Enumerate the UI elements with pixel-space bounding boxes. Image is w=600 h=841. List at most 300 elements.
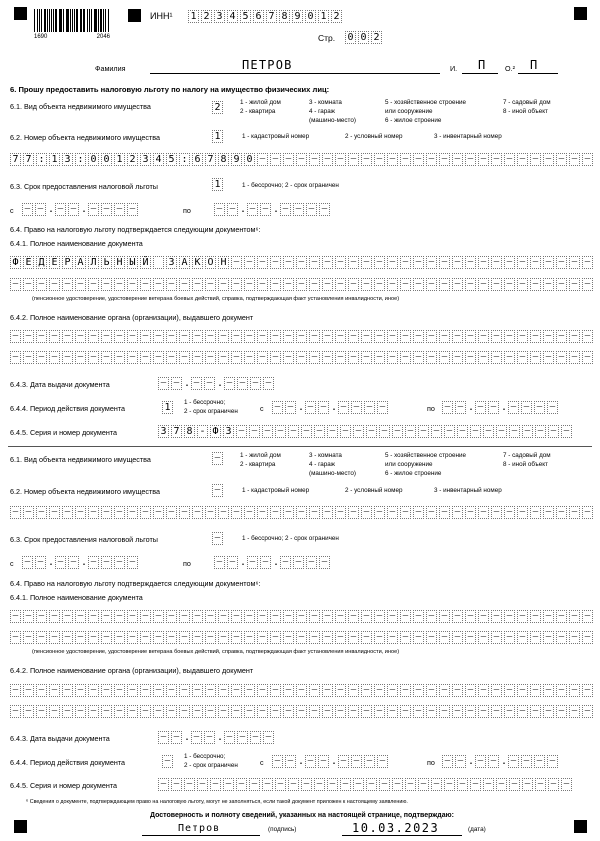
char-cell xyxy=(465,684,476,697)
b2-issuer-line-2[interactable] xyxy=(10,705,595,718)
char-cell xyxy=(470,778,481,791)
barcode-bar xyxy=(74,9,75,32)
b2-issue-date-label: 6.4.3. Дата выдачи документа xyxy=(10,734,110,743)
char-cell: 2 xyxy=(201,10,212,23)
char-cell xyxy=(543,684,554,697)
char-cell: 1 xyxy=(49,153,60,166)
date-value[interactable]: 10.03.2023 xyxy=(352,821,440,835)
char-cell: Д xyxy=(36,256,47,269)
barcode-bar xyxy=(41,9,42,32)
date-separator xyxy=(48,556,54,569)
char-cell xyxy=(543,610,554,623)
date-cell xyxy=(488,755,499,768)
b1-object-number-field[interactable] xyxy=(10,153,595,166)
date-cell xyxy=(455,401,466,414)
char-cell xyxy=(23,631,34,644)
char-cell: 8 xyxy=(218,153,229,166)
char-cell xyxy=(114,506,125,519)
char-cell xyxy=(582,631,593,644)
char-cell xyxy=(478,256,489,269)
char-cell xyxy=(257,351,268,364)
char-cell xyxy=(470,425,481,438)
b1-doc-hint: (пенсионное удостоверение, удостоверение ветерана боевых действий, справка, подтверждающая факт установления инвалидности, иное) xyxy=(32,296,400,302)
char-cell xyxy=(543,153,554,166)
char-cell xyxy=(36,330,47,343)
char-cell xyxy=(452,506,463,519)
date-cell xyxy=(377,755,388,768)
char-cell xyxy=(192,351,203,364)
date-cell xyxy=(280,203,291,216)
char-cell xyxy=(296,610,307,623)
date-cell xyxy=(306,203,317,216)
char-cell xyxy=(465,153,476,166)
b2-doc-name-label: 6.4.1. Полное наименование документа xyxy=(10,593,143,602)
char-cell xyxy=(582,351,593,364)
date-cell xyxy=(88,203,99,216)
char-cell xyxy=(23,351,34,364)
char-cell xyxy=(296,256,307,269)
b1-validity-from[interactable] xyxy=(272,401,390,414)
char-cell xyxy=(114,330,125,343)
char-cell xyxy=(400,631,411,644)
date-cell xyxy=(127,203,138,216)
b1-from-date[interactable] xyxy=(22,203,140,216)
char-cell xyxy=(166,351,177,364)
char-cell xyxy=(244,506,255,519)
date-cell xyxy=(306,556,317,569)
b1-object-number-type-field[interactable] xyxy=(212,130,225,143)
barcode-bar xyxy=(91,9,92,32)
char-cell xyxy=(348,330,359,343)
b2-doc-name-line-1[interactable] xyxy=(10,610,595,623)
char-cell xyxy=(556,351,567,364)
char-cell xyxy=(400,684,411,697)
char-cell xyxy=(212,452,223,465)
char-cell xyxy=(309,330,320,343)
char-cell xyxy=(231,506,242,519)
date-cell xyxy=(35,203,46,216)
b1-object-type-label: 6.1. Вид объекта недвижимого имущества xyxy=(10,102,151,111)
char-cell xyxy=(426,153,437,166)
b1-to-label: по xyxy=(183,206,191,215)
date-cell xyxy=(534,401,545,414)
char-cell xyxy=(231,351,242,364)
char-cell xyxy=(457,425,468,438)
char-cell xyxy=(257,256,268,269)
b2-validity-to[interactable] xyxy=(442,755,560,768)
char-cell xyxy=(322,610,333,623)
char-cell xyxy=(283,278,294,291)
char-cell xyxy=(405,425,416,438)
char-cell xyxy=(400,705,411,718)
date-cell xyxy=(263,377,274,390)
char-cell: 2 xyxy=(331,10,342,23)
char-cell xyxy=(452,330,463,343)
char-cell xyxy=(452,684,463,697)
char-cell xyxy=(496,425,507,438)
b1-object-type-field[interactable] xyxy=(212,101,225,115)
date-separator xyxy=(273,556,279,569)
char-cell xyxy=(491,256,502,269)
barcode-bar xyxy=(37,9,38,32)
char-cell xyxy=(166,330,177,343)
signature-label: (подпись) xyxy=(268,826,297,833)
char-cell xyxy=(413,351,424,364)
char-cell xyxy=(75,351,86,364)
char-cell xyxy=(231,631,242,644)
barcode-bar xyxy=(55,9,56,32)
date-separator xyxy=(331,755,337,768)
initial-i-value[interactable]: П xyxy=(478,58,487,72)
b2-term-field[interactable] xyxy=(212,532,225,545)
char-cell: : xyxy=(75,153,86,166)
date-cell xyxy=(101,556,112,569)
date-cell xyxy=(68,556,79,569)
b2-object-number-field[interactable] xyxy=(10,506,595,519)
char-cell xyxy=(556,610,567,623)
b1-issue-date[interactable] xyxy=(158,377,276,390)
date-separator xyxy=(501,401,507,414)
signer-underline xyxy=(142,835,260,836)
char-cell xyxy=(171,778,182,791)
barcode-bar xyxy=(44,9,46,32)
char-cell xyxy=(166,610,177,623)
char-cell xyxy=(244,278,255,291)
b1-term-label: 6.3. Срок предоставления налоговой льготы xyxy=(10,182,158,191)
date-cell xyxy=(293,556,304,569)
char-cell: К xyxy=(192,256,203,269)
char-cell xyxy=(478,351,489,364)
char-cell xyxy=(88,351,99,364)
b1-term-field[interactable] xyxy=(212,178,225,191)
char-cell xyxy=(478,153,489,166)
char-cell xyxy=(23,506,34,519)
b1-object-type-opt-6: 6 - жилое строение xyxy=(385,117,442,124)
date-cell xyxy=(364,401,375,414)
b1-doc-name-line-1[interactable] xyxy=(10,256,595,269)
char-cell xyxy=(283,351,294,364)
char-cell xyxy=(374,610,385,623)
char-cell xyxy=(465,610,476,623)
char-cell xyxy=(75,278,86,291)
char-cell xyxy=(10,684,21,697)
char-cell xyxy=(309,631,320,644)
char-cell xyxy=(392,778,403,791)
date-cell xyxy=(305,755,316,768)
char-cell xyxy=(218,351,229,364)
char-cell xyxy=(114,278,125,291)
barcode-bar xyxy=(95,9,96,32)
date-cell xyxy=(285,401,296,414)
barcode-bar xyxy=(70,9,71,32)
b2-validity-opt-2: 2 - срок ограничен xyxy=(184,762,238,769)
char-cell xyxy=(361,351,372,364)
char-cell xyxy=(62,631,73,644)
char-cell xyxy=(262,778,273,791)
char-cell xyxy=(244,631,255,644)
char-cell xyxy=(270,351,281,364)
char-cell xyxy=(10,610,21,623)
char-cell xyxy=(283,506,294,519)
char-cell xyxy=(478,631,489,644)
signer-name[interactable]: Петров xyxy=(178,823,221,834)
b1-issuer-line-1[interactable] xyxy=(10,330,595,343)
date-cell xyxy=(88,556,99,569)
char-cell xyxy=(62,684,73,697)
surname-underline xyxy=(150,73,440,74)
char-cell xyxy=(387,506,398,519)
char-cell xyxy=(543,278,554,291)
initial-o-value[interactable]: П xyxy=(530,58,539,72)
b1-series-field[interactable] xyxy=(158,425,574,438)
b2-from-date[interactable] xyxy=(22,556,140,569)
char-cell xyxy=(465,506,476,519)
barcode-bar xyxy=(49,9,50,32)
char-cell xyxy=(569,256,580,269)
b2-doc-name-line-2[interactable] xyxy=(10,631,595,644)
corner-marker-top-left xyxy=(14,7,27,20)
char-cell xyxy=(36,278,47,291)
char-cell xyxy=(275,425,286,438)
date-cell xyxy=(364,755,375,768)
char-cell: 0 xyxy=(345,31,356,44)
char-cell: 3 xyxy=(140,153,151,166)
char-cell xyxy=(439,610,450,623)
char-cell xyxy=(530,153,541,166)
char-cell xyxy=(296,153,307,166)
date-cell xyxy=(318,401,329,414)
char-cell xyxy=(353,778,364,791)
char-cell xyxy=(569,506,580,519)
date-cell xyxy=(22,556,33,569)
date-cell xyxy=(227,556,238,569)
barcode-bar xyxy=(72,9,73,32)
char-cell xyxy=(478,506,489,519)
char-cell xyxy=(10,278,21,291)
char-cell xyxy=(10,705,21,718)
b2-issuer-line-1[interactable] xyxy=(10,684,595,697)
barcode-bar xyxy=(105,9,106,32)
char-cell xyxy=(249,778,260,791)
date-cell xyxy=(272,401,283,414)
char-cell xyxy=(561,778,572,791)
b2-validity-from[interactable] xyxy=(272,755,390,768)
char-cell xyxy=(270,631,281,644)
char-cell xyxy=(504,610,515,623)
char-cell xyxy=(257,610,268,623)
char-cell xyxy=(244,330,255,343)
b2-term-options: 1 - бессрочно; 2 - срок ограничен xyxy=(242,535,339,542)
char-cell xyxy=(322,256,333,269)
char-cell xyxy=(444,778,455,791)
b1-doc-name-line-2[interactable] xyxy=(10,278,595,291)
char-cell xyxy=(197,778,208,791)
char-cell xyxy=(452,631,463,644)
char-cell xyxy=(335,256,346,269)
barcode-bar xyxy=(81,9,82,32)
char-cell: 1 xyxy=(188,10,199,23)
b2-object-number-type-field[interactable] xyxy=(212,484,225,497)
char-cell xyxy=(270,684,281,697)
barcode-number-right: 2046 xyxy=(96,34,110,40)
char-cell xyxy=(530,351,541,364)
date-separator xyxy=(298,755,304,768)
char-cell xyxy=(114,610,125,623)
char-cell xyxy=(75,705,86,718)
char-cell xyxy=(236,778,247,791)
char-cell: 1 xyxy=(162,401,173,414)
char-cell xyxy=(335,684,346,697)
char-cell xyxy=(153,705,164,718)
date-cell xyxy=(318,755,329,768)
b2-validity-field[interactable] xyxy=(162,755,175,768)
char-cell xyxy=(483,778,494,791)
char-cell xyxy=(543,631,554,644)
char-cell xyxy=(530,330,541,343)
char-cell xyxy=(379,425,390,438)
b1-validity-to[interactable] xyxy=(442,401,560,414)
date-cell xyxy=(204,731,215,744)
char-cell xyxy=(582,705,593,718)
date-cell xyxy=(305,401,316,414)
page-number-field[interactable] xyxy=(345,31,384,44)
b1-validity-from-label: с xyxy=(260,404,264,413)
date-cell xyxy=(351,755,362,768)
char-cell xyxy=(543,351,554,364)
char-cell xyxy=(374,278,385,291)
char-cell xyxy=(257,330,268,343)
char-cell xyxy=(192,330,203,343)
b1-issuer-line-2[interactable] xyxy=(10,351,595,364)
char-cell xyxy=(569,153,580,166)
char-cell xyxy=(387,278,398,291)
char-cell xyxy=(127,610,138,623)
barcode-bar xyxy=(63,9,64,32)
char-cell xyxy=(179,506,190,519)
date-cell xyxy=(319,556,330,569)
char-cell xyxy=(439,631,450,644)
char-cell xyxy=(309,610,320,623)
char-cell xyxy=(374,351,385,364)
date-cell xyxy=(521,401,532,414)
char-cell xyxy=(301,778,312,791)
b2-issue-date[interactable] xyxy=(158,731,276,744)
char-cell xyxy=(49,351,60,364)
char-cell xyxy=(88,684,99,697)
inn-field[interactable] xyxy=(188,10,344,23)
barcode-bar xyxy=(47,9,48,32)
b2-from-label: с xyxy=(10,559,14,568)
char-cell xyxy=(400,256,411,269)
char-cell: 0 xyxy=(305,10,316,23)
char-cell xyxy=(140,506,151,519)
b2-object-type-field[interactable] xyxy=(212,452,225,465)
char-cell xyxy=(101,705,112,718)
char-cell xyxy=(36,610,47,623)
char-cell xyxy=(179,330,190,343)
char-cell: Л xyxy=(88,256,99,269)
char-cell xyxy=(184,778,195,791)
char-cell xyxy=(49,705,60,718)
char-cell: 2 xyxy=(127,153,138,166)
char-cell xyxy=(348,631,359,644)
char-cell xyxy=(504,256,515,269)
char-cell xyxy=(309,256,320,269)
char-cell xyxy=(366,425,377,438)
date-cell xyxy=(55,556,66,569)
b1-to-date[interactable] xyxy=(214,203,332,216)
b2-object-number-opt-1: 1 - кадастровый номер xyxy=(242,487,310,494)
char-cell: Н xyxy=(218,256,229,269)
char-cell xyxy=(387,256,398,269)
b1-validity-field[interactable] xyxy=(162,401,175,414)
b2-series-field[interactable] xyxy=(158,778,574,791)
char-cell: 7 xyxy=(10,153,21,166)
date-cell xyxy=(263,731,274,744)
char-cell xyxy=(387,631,398,644)
char-cell xyxy=(340,425,351,438)
char-cell xyxy=(335,631,346,644)
char-cell xyxy=(569,351,580,364)
date-separator xyxy=(298,401,304,414)
char-cell xyxy=(166,684,177,697)
char-cell: Е xyxy=(49,256,60,269)
char-cell xyxy=(283,153,294,166)
date-cell xyxy=(260,556,271,569)
char-cell: 3 xyxy=(158,425,169,438)
char-cell xyxy=(179,351,190,364)
char-cell xyxy=(244,351,255,364)
surname-value[interactable]: ПЕТРОВ xyxy=(242,58,293,72)
b1-object-type-opt-5: 5 - хозяйственное строение xyxy=(385,99,466,106)
char-cell xyxy=(75,330,86,343)
char-cell xyxy=(270,610,281,623)
date-label: (дата) xyxy=(468,826,486,833)
inn-label: ИНН¹ xyxy=(150,11,173,21)
char-cell xyxy=(140,610,151,623)
date-cell xyxy=(204,377,215,390)
date-cell xyxy=(475,401,486,414)
b2-object-type-opt-4: 4 - гараж xyxy=(309,461,335,468)
char-cell xyxy=(556,705,567,718)
char-cell: 1 xyxy=(318,10,329,23)
char-cell xyxy=(491,684,502,697)
char-cell xyxy=(413,330,424,343)
date-cell xyxy=(547,755,558,768)
date-cell xyxy=(272,755,283,768)
char-cell xyxy=(153,610,164,623)
char-cell xyxy=(127,506,138,519)
char-cell xyxy=(192,506,203,519)
date-cell xyxy=(338,401,349,414)
b1-object-type-opt-4b: (машино-место) xyxy=(309,117,356,124)
date-separator xyxy=(217,731,223,744)
char-cell xyxy=(314,778,325,791)
char-cell xyxy=(166,506,177,519)
char-cell xyxy=(101,506,112,519)
char-cell xyxy=(374,684,385,697)
char-cell xyxy=(244,256,255,269)
char-cell xyxy=(517,256,528,269)
char-cell xyxy=(322,278,333,291)
char-cell: Ф xyxy=(210,425,221,438)
char-cell: 0 xyxy=(358,31,369,44)
char-cell xyxy=(205,278,216,291)
char-cell: 0 xyxy=(88,153,99,166)
b2-to-date[interactable] xyxy=(214,556,332,569)
char-cell xyxy=(218,631,229,644)
char-cell xyxy=(205,684,216,697)
